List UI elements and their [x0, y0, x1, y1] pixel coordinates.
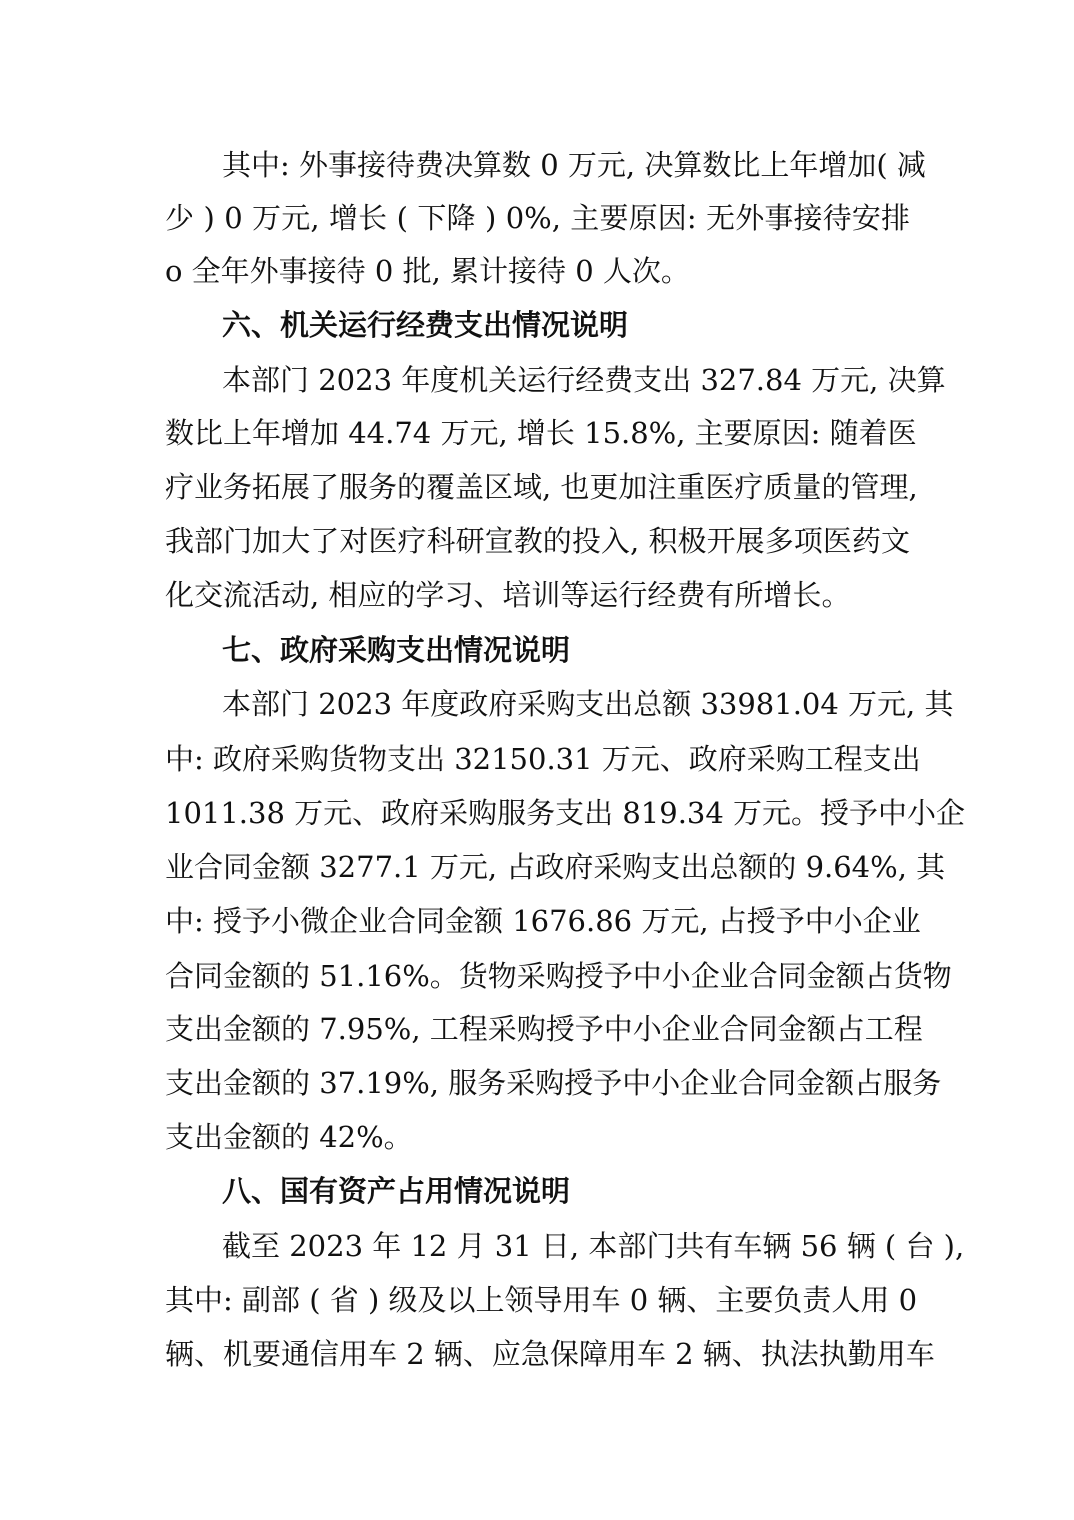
paragraph-line: 中: 政府采购货物支出 32150.31 万元、政府采购工程支出 [165, 742, 921, 776]
paragraph-line: 化交流活动, 相应的学习、培训等运行经费有所增长。 [165, 578, 851, 612]
paragraph-line: 少 ) 0 万元, 增长 ( 下降 ) 0%, 主要原因: 无外事接待安排 [165, 201, 910, 235]
paragraph-line: 支出金额的 42%。 [165, 1120, 413, 1154]
paragraph-line: 数比上年增加 44.74 万元, 增长 15.8%, 主要原因: 随着医 [165, 416, 917, 450]
section-heading-8: 八、国有资产占用情况说明 [222, 1174, 571, 1208]
paragraph-line: 其中: 外事接待费决算数 0 万元, 决算数比上年增加( 减 [222, 148, 926, 182]
section-heading-6: 六、机关运行经费支出情况说明 [222, 308, 629, 342]
paragraph-line: 支出金额的 37.19%, 服务采购授予中小企业合同金额占服务 [165, 1066, 942, 1100]
paragraph-line: 中: 授予小微企业合同金额 1676.86 万元, 占授予中小企业 [165, 904, 921, 938]
section-heading-7: 七、政府采购支出情况说明 [222, 633, 571, 667]
paragraph-line: 合同金额的 51.16%。货物采购授予中小企业合同金额占货物 [165, 959, 952, 993]
paragraph-line: 1011.38 万元、政府采购服务支出 819.34 万元。授予中小企 [165, 796, 966, 830]
paragraph-line: 疗业务拓展了服务的覆盖区域, 也更加注重医疗质量的管理, [165, 470, 918, 504]
paragraph-line: o 全年外事接待 0 批, 累计接待 0 人次。 [165, 254, 690, 288]
paragraph-line: 辆、机要通信用车 2 辆、应急保障用车 2 辆、执法执勤用车 [165, 1337, 935, 1371]
paragraph-line: 截至 2023 年 12 月 31 日, 本部门共有车辆 56 辆 ( 台 ), [222, 1229, 965, 1263]
paragraph-line: 业合同金额 3277.1 万元, 占政府采购支出总额的 9.64%, 其 [165, 850, 946, 884]
paragraph-line: 我部门加大了对医疗科研宣教的投入, 积极开展多项医药文 [165, 524, 910, 558]
paragraph-line: 其中: 副部 ( 省 ) 级及以上领导用车 0 辆、主要负责人用 0 [165, 1283, 918, 1317]
paragraph-line: 本部门 2023 年度政府采购支出总额 33981.04 万元, 其 [222, 687, 954, 721]
paragraph-line: 本部门 2023 年度机关运行经费支出 327.84 万元, 决算 [222, 363, 946, 397]
paragraph-line: 支出金额的 7.95%, 工程采购授予中小企业合同金额占工程 [165, 1012, 923, 1046]
